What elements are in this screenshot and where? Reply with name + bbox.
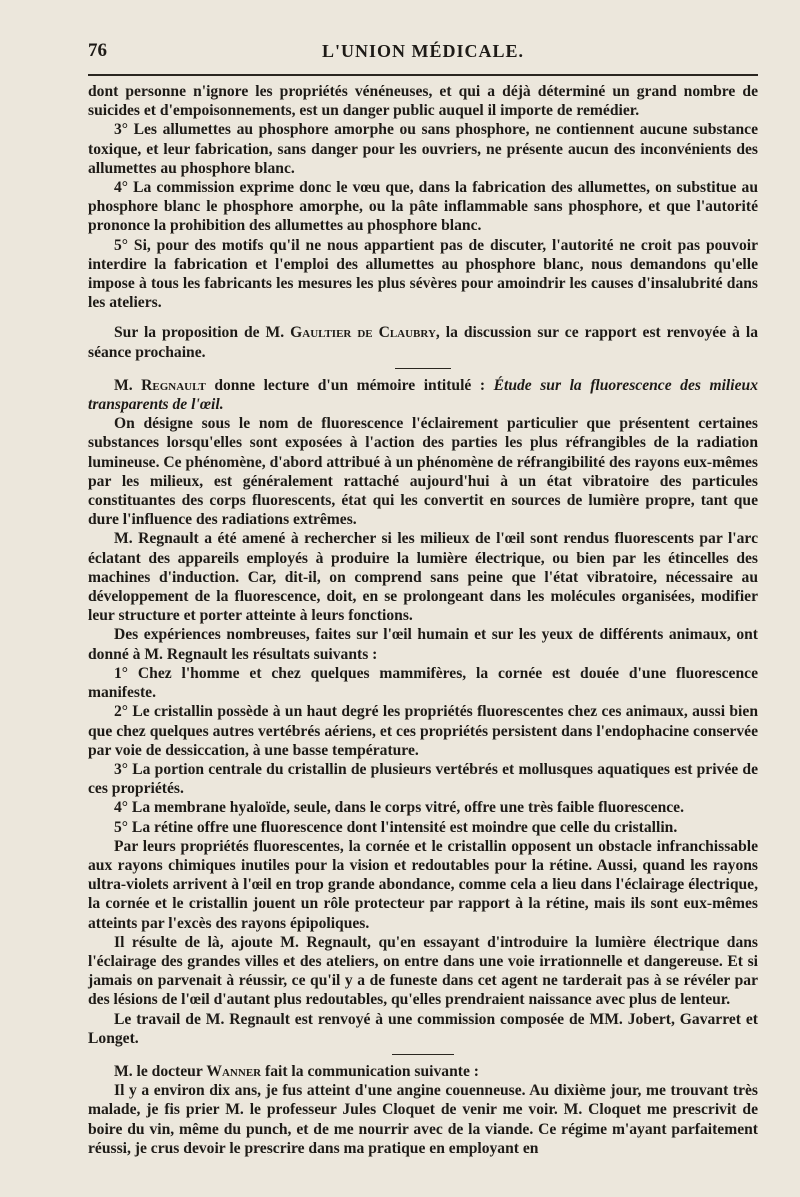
paragraph: 3° Les allumettes au phosphore amorphe ou sans phosphore, ne contiennent aucune substance toxique, et leur fabrication, sans danger pour les ouvriers, ne présente aucun des inconvénients des allumettes au phosphore blanc. (88, 121, 758, 177)
paragraph: M. Regnault a été amené à rechercher si les milieux de l'œil sont rendus fluorescents par l'arc éclatant des appareils employés à produire la lumière électrique, ou bien par les étincelles des machines d'induction. Car, dit-il, on comprend sans peine que l'état vibratoire, nécessaire au développement de la fluorescence, doit, en se prolongeant dans les molécules organisées, modifier leur structure et porter atteinte à leurs fonctions. (88, 530, 758, 625)
paragraph: 5° Si, pour des motifs qu'il ne nous appartient pas de discuter, l'autorité ne croit pas pouvoir interdire la fabrication et l'emploi des allumettes au phosphore blanc, nous demandons qu'elle impose à tous les fabricants les mesures les plus sévères pour amoindrir les causes d'insalubrité dans les ateliers. (88, 236, 758, 312)
paragraph (88, 323, 758, 361)
paragraph: Le travail de M. Regnault est renvoyé à une commission composée de MM. Jobert, Gavarret et Longet. (88, 1010, 758, 1047)
text-run: M. (114, 376, 142, 394)
paragraph: Par leurs propriétés fluorescentes, la cornée et le cristallin opposent un obstacle infranchissable aux rayons chimiques inutiles pour la vision et redoutables pour la rétine. Aussi, quand les rayons ultra-violets arrivent à l'œil en trop grande abondance, comme cela a lieu dans l'éclairage électrique, la cornée et le cristallin jouent un rôle protecteur par rapport à la rétine, mais ils sont eux-mêmes atteints par l'excès des rayons épipoliques. (88, 837, 758, 932)
page-header (88, 40, 758, 70)
paragraph (88, 1062, 758, 1081)
paragraph: Il y a environ dix ans, je fus atteint d'une angine couenneuse. Au dixième jour, me trouvant très malade, je fis prier M. le professeur Jules Cloquet de venir me voir. M. Cloquet me prescrivit de boire du vin, même du punch, et de me nourrir avec de la viande. Ce régime m'ayant parfaitement réussi, je crus devoir le prescrire dans ma pratique en employant en (88, 1082, 758, 1157)
list-item: 1° Chez l'homme et chez quelques mammifères, la cornée est douée d'une fluorescence manifeste. (88, 664, 758, 702)
section-separator (395, 368, 451, 369)
person-name: Wanner (206, 1062, 262, 1080)
text-run: , la discussion sur ce rapport est renvoyée à la séance prochaine. (88, 324, 758, 361)
text-run: M. le docteur (114, 1062, 207, 1080)
paragraph: 4° La commission exprime donc le vœu que, dans la fabrication des allumettes, on substitue au phosphore blanc le phosphore amorphe, ou la pâte inflammable sans phosphore, et que l'autorité prononce la prohibition des allumettes au phosphore blanc. (88, 179, 758, 235)
person-name: Regnault (141, 376, 206, 394)
paragraph: Des expériences nombreuses, faites sur l'œil humain et sur les yeux de différents animaux, ont donné à M. Regnault les résultats suivants : (88, 626, 758, 663)
header-rule (88, 74, 758, 76)
list-item: 2° Le cristallin possède à un haut degré les propriétés fluorescentes chez ces animaux, aussi bien que chez quelques autres vertébrés aériens, et ces propriétés persistent dans l'endophacine conservée par voie de dessiccation, à une basse température. (88, 703, 758, 759)
text-run: Sur la proposition de M. (114, 324, 291, 342)
list-item: 4° La membrane hyaloïde, seule, dans le corps vitré, offre une très faible fluorescence. (114, 799, 684, 817)
page-number: 76 (88, 40, 107, 61)
paragraph: Il résulte de là, ajoute M. Regnault, qu'en essayant d'introduire la lumière électrique dans l'éclairage des grandes villes et des ateliers, on entre dans une voie irrationnelle et dangereuse. Et si jamais on parvenait à réussir, ce qu'il y a de funeste dans cet agent ne tarderait pas à se révéler par des lésions de l'œil d'autant plus redoutables, qu'elles prendraient naissance avec plus de lenteur. (88, 933, 758, 1009)
text-body (88, 82, 758, 1158)
text-run: donne lecture d'un mémoire intitulé : (205, 376, 494, 394)
running-title: L'UNION MÉDICALE. (321, 41, 525, 61)
memoir-title: Étude sur la fluorescence des milieux transparents de l'œil. (88, 376, 758, 414)
paragraph (88, 376, 758, 414)
paragraph: dont personne n'ignore les propriétés vénéneuses, et qui a déjà déterminé un grand nombre de suicides et d'empoisonnements, est un danger public auquel il importe de remédier. (88, 83, 758, 120)
person-name: Gaultier de Claubry (290, 324, 436, 342)
section-separator (392, 1054, 454, 1055)
text-run: fait la communication suivante : (261, 1062, 479, 1080)
paragraph: On désigne sous le nom de fluorescence l'éclairement particulier que présentent certaines substances lorsqu'elles sont exposées à l'action des parties les plus réfrangibles de la radiation lumineuse. Ce phénomène, d'abord attribué à un phénomène de réfrangibilité des rayons eux-mêmes par les milieux, est généralement rattaché aujourd'hui à un état vibratoire des particules constituantes des corps fluorescents, état qui les convertit en sources de lumière propre, tant que dure l'influence des radiations extrêmes. (88, 415, 758, 529)
list-item: 5° La rétine offre une fluorescence dont l'intensité est moindre que celle du cristallin. (114, 818, 678, 836)
list-item: 3° La portion centrale du cristallin de plusieurs vertébrés et mollusques aquatiques est privée de ces propriétés. (88, 760, 758, 798)
